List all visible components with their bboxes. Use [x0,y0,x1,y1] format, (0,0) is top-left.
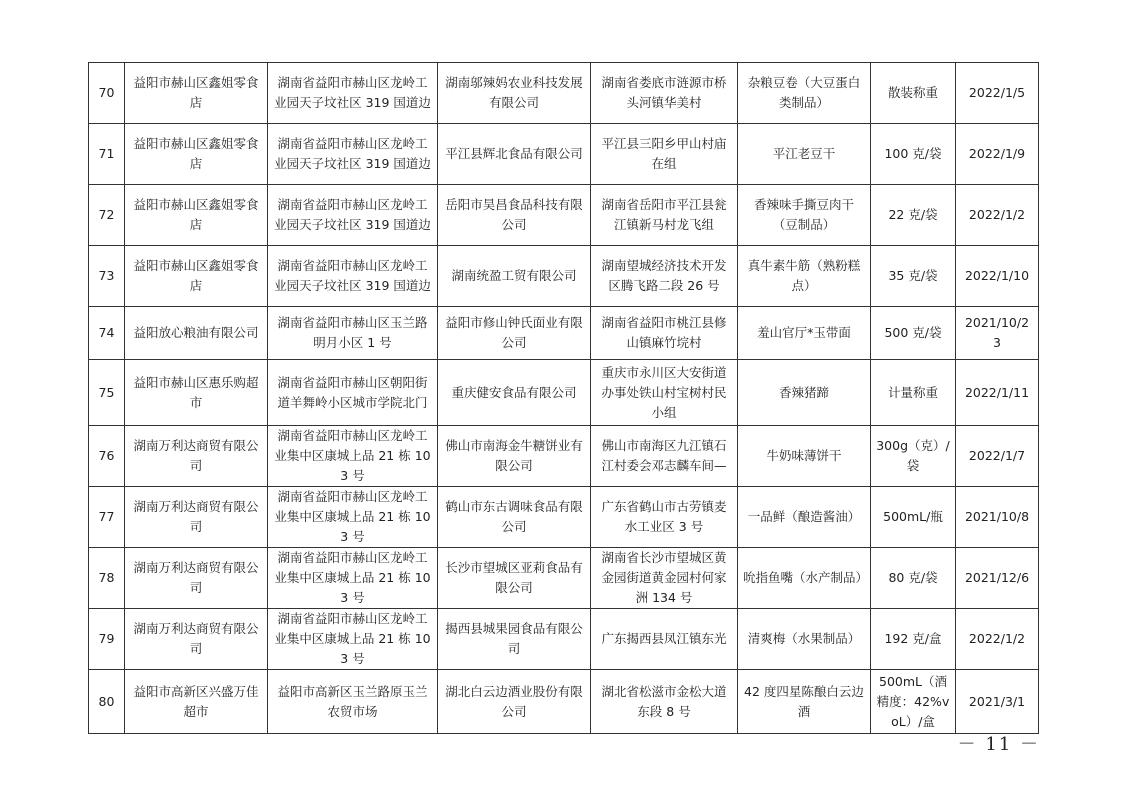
table-row [89,124,1039,185]
inspection-table [88,62,1039,734]
producer-name: 湖南统盈工贸有限公司 [438,246,591,307]
product-name: 吮指鱼嘴（水产制品） [738,548,871,609]
seller-address: 湖南省益阳市赫山区龙岭工业园天子坟社区 319 国道边 [268,246,438,307]
product-name: 羞山官厅*玉带面 [738,307,871,360]
seller-name: 湖南万利达商贸有限公司 [125,548,268,609]
product-name: 真牛素牛筋（熟粉糕点） [738,246,871,307]
product-spec: 22 克/袋 [871,185,956,246]
production-date: 2021/10/8 [956,487,1039,548]
seller-name: 益阳市赫山区惠乐购超市 [125,360,268,426]
product-spec: 计量称重 [871,360,956,426]
row-number: 79 [89,609,125,670]
product-spec: 35 克/袋 [871,246,956,307]
production-date: 2022/1/2 [956,185,1039,246]
seller-address: 湖南省益阳市赫山区龙岭工业园天子坟社区 319 国道边 [268,185,438,246]
product-spec: 散装称重 [871,63,956,124]
row-number: 80 [89,670,125,734]
product-name: 清爽梅（水果制品） [738,609,871,670]
product-name: 一品鲜（酿造酱油） [738,487,871,548]
product-spec: 300g（克）/袋 [871,426,956,487]
table-row [89,63,1039,124]
table-row [89,307,1039,360]
production-date: 2022/1/9 [956,124,1039,185]
seller-name: 益阳市赫山区鑫姐零食店 [125,246,268,307]
producer-address: 佛山市南海区九江镇石江村委会邓志麟车间— [591,426,738,487]
production-date: 2021/12/6 [956,548,1039,609]
production-date: 2022/1/11 [956,360,1039,426]
producer-name: 长沙市望城区亚莉食品有限公司 [438,548,591,609]
producer-address: 湖南望城经济技术开发区腾飞路二段 26 号 [591,246,738,307]
producer-name: 佛山市南海金牛糖饼业有限公司 [438,426,591,487]
production-date: 2022/1/10 [956,246,1039,307]
table-row [89,246,1039,307]
product-spec: 500mL（酒精度：42%voL）/盒 [871,670,956,734]
seller-name: 益阳市赫山区鑫姐零食店 [125,185,268,246]
product-spec: 80 克/袋 [871,548,956,609]
page-number: － 11 － [957,734,1040,755]
production-date: 2022/1/2 [956,609,1039,670]
table-row [89,609,1039,670]
producer-address: 湖南省益阳市桃江县修山镇麻竹垸村 [591,307,738,360]
producer-name: 重庆健安食品有限公司 [438,360,591,426]
producer-address: 重庆市永川区大安街道办事处铁山村宝树村民小组 [591,360,738,426]
table-row [89,670,1039,734]
product-spec: 100 克/袋 [871,124,956,185]
producer-name: 平江县辉北食品有限公司 [438,124,591,185]
seller-address: 湖南省益阳市赫山区龙岭工业集中区康城上品 21 栋 103 号 [268,487,438,548]
product-name: 杂粮豆卷（大豆蛋白类制品） [738,63,871,124]
product-name: 42 度四星陈酿白云边酒 [738,670,871,734]
seller-name: 益阳市赫山区鑫姐零食店 [125,124,268,185]
seller-name: 湖南万利达商贸有限公司 [125,487,268,548]
seller-address: 湖南省益阳市赫山区龙岭工业园天子坟社区 319 国道边 [268,63,438,124]
production-date: 2022/1/5 [956,63,1039,124]
seller-address: 湖南省益阳市赫山区龙岭工业集中区康城上品 21 栋 103 号 [268,426,438,487]
seller-name: 湖南万利达商贸有限公司 [125,426,268,487]
producer-address: 湖北省松滋市金松大道东段 8 号 [591,670,738,734]
product-name: 香辣猪蹄 [738,360,871,426]
production-date: 2021/10/23 [956,307,1039,360]
table-body [89,63,1039,734]
producer-name: 鹤山市东古调味食品有限公司 [438,487,591,548]
producer-address: 湖南省岳阳市平江县瓮江镇新马村龙飞组 [591,185,738,246]
product-spec: 192 克/盒 [871,609,956,670]
seller-address: 湖南省益阳市赫山区朝阳街道羊舞岭小区城市学院北门 [268,360,438,426]
product-name: 香辣味手撕豆肉干（豆制品） [738,185,871,246]
row-number: 73 [89,246,125,307]
row-number: 77 [89,487,125,548]
table-row [89,548,1039,609]
seller-address: 湖南省益阳市赫山区龙岭工业集中区康城上品 21 栋 103 号 [268,609,438,670]
producer-address: 湖南省娄底市涟源市桥头河镇华美村 [591,63,738,124]
producer-name: 湖北白云边酒业股份有限公司 [438,670,591,734]
producer-name: 益阳市修山钟氏面业有限公司 [438,307,591,360]
table-row [89,426,1039,487]
producer-name: 揭西县城果园食品有限公司 [438,609,591,670]
row-number: 78 [89,548,125,609]
seller-name: 益阳市高新区兴盛万佳超市 [125,670,268,734]
producer-address: 广东揭西县凤江镇东光 [591,609,738,670]
production-date: 2022/1/7 [956,426,1039,487]
table-row [89,487,1039,548]
row-number: 71 [89,124,125,185]
seller-name: 益阳市赫山区鑫姐零食店 [125,63,268,124]
row-number: 75 [89,360,125,426]
seller-address: 益阳市高新区玉兰路原玉兰农贸市场 [268,670,438,734]
row-number: 76 [89,426,125,487]
seller-address: 湖南省益阳市赫山区龙岭工业园天子坟社区 319 国道边 [268,124,438,185]
seller-address: 湖南省益阳市赫山区玉兰路明月小区 1 号 [268,307,438,360]
producer-address: 湖南省长沙市望城区黄金园街道黄金园村何家洲 134 号 [591,548,738,609]
product-name: 牛奶味薄饼干 [738,426,871,487]
production-date: 2021/3/1 [956,670,1039,734]
seller-name: 益阳放心粮油有限公司 [125,307,268,360]
producer-address: 平江县三阳乡甲山村庙在组 [591,124,738,185]
row-number: 72 [89,185,125,246]
seller-address: 湖南省益阳市赫山区龙岭工业集中区康城上品 21 栋 103 号 [268,548,438,609]
product-spec: 500mL/瓶 [871,487,956,548]
product-spec: 500 克/袋 [871,307,956,360]
producer-name: 岳阳市昊昌食品科技有限公司 [438,185,591,246]
producer-name: 湖南邬辣妈农业科技发展有限公司 [438,63,591,124]
table-row [89,185,1039,246]
seller-name: 湖南万利达商贸有限公司 [125,609,268,670]
producer-address: 广东省鹤山市古劳镇麦水工业区 3 号 [591,487,738,548]
row-number: 74 [89,307,125,360]
product-name: 平江老豆干 [738,124,871,185]
table-row [89,360,1039,426]
row-number: 70 [89,63,125,124]
